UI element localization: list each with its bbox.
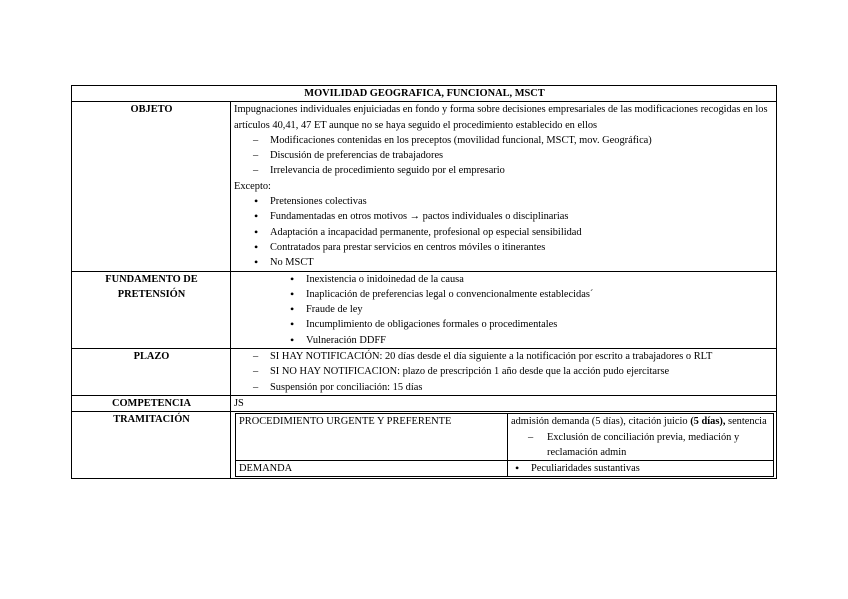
plazo-label: PLAZO xyxy=(72,349,231,396)
list-item: • Fundamentadas en otros motivos → pactos individuales o disciplinarias xyxy=(234,209,774,224)
objeto-content xyxy=(231,102,777,271)
procedimiento-text-bold: (5 días), xyxy=(690,416,726,428)
list-item: • Inexistencia o inidoinedad de la causa xyxy=(234,272,774,287)
list-item: • Vulneración DDFF xyxy=(234,333,774,348)
list-item: • Peculiaridades sustantivas xyxy=(511,461,770,476)
procedimiento-text-b: sentencia xyxy=(725,416,767,428)
list-item: – Irrelevancia de procedimiento seguido por el empresario xyxy=(234,163,774,178)
list-item: – SI HAY NOTIFICACIÓN: 20 días desde el día siguiente a la notificación por escrito a trabajadores o RLT xyxy=(234,349,774,364)
procedimiento-list xyxy=(511,430,770,461)
tramitacion-content xyxy=(231,412,777,479)
tramitacion-table xyxy=(235,413,774,477)
procedimiento-detail xyxy=(508,414,774,461)
demanda-list xyxy=(511,461,770,476)
demanda-label: DEMANDA xyxy=(236,461,508,477)
list-item: – Exclusión de conciliación previa, mediación y reclamación admin xyxy=(511,430,770,461)
fundamento-content xyxy=(231,271,777,348)
document-table xyxy=(71,85,777,479)
except-label: Excepto: xyxy=(234,180,271,192)
fundamento-list xyxy=(234,272,774,348)
demanda-detail xyxy=(508,461,774,477)
list-item: • Fraude de ley xyxy=(234,302,774,317)
tramitacion-label: TRAMITACIÓN xyxy=(72,412,231,479)
table-title: MOVILIDAD GEOGRAFICA, FUNCIONAL, MSCT xyxy=(72,86,777,102)
fundamento-label: FUNDAMENTO DE PRETENSIÓN xyxy=(72,271,231,348)
procedimiento-label: PROCEDIMIENTO URGENTE Y PREFERENTE xyxy=(236,414,508,461)
plazo-content xyxy=(231,349,777,396)
plazo-list xyxy=(234,349,774,395)
list-item: • Pretensiones colectivas xyxy=(234,194,774,209)
list-item: – SI NO HAY NOTIFICACION: plazo de prescripción 1 año desde que la acción pudo ejercitarse xyxy=(234,364,774,379)
list-item: • No MSCT xyxy=(234,255,774,270)
list-item: • Contratados para prestar servicios en centros móviles o itinerantes xyxy=(234,240,774,255)
objeto-label: OBJETO xyxy=(72,102,231,271)
procedimiento-text-a: admisión demanda (5 días), citación juicio xyxy=(511,416,691,428)
list-item: – Modificaciones contenidas en los preceptos (movilidad funcional, MSCT, mov. Geográfica) xyxy=(234,133,774,148)
list-item: – Discusión de preferencias de trabajadores xyxy=(234,148,774,163)
list-item: • Adaptación a incapacidad permanente, profesional op especial sensibilidad xyxy=(234,225,774,240)
list-item: • Inaplicación de preferencias legal o convencionalmente establecidas´ xyxy=(234,287,774,302)
list-item: – Suspensión por conciliación: 15 días xyxy=(234,380,774,395)
competencia-label: COMPETENCIA xyxy=(72,395,231,411)
list-item: • Incumplimiento de obligaciones formales o procedimentales xyxy=(234,317,774,332)
competencia-value: JS xyxy=(231,395,777,411)
except-list xyxy=(234,194,774,270)
objeto-dash-list xyxy=(234,133,774,179)
objeto-intro: Impugnaciones individuales enjuiciadas en fondo y forma sobre decisiones empresariales de las modificaciones recogidas en los artículos 40,41, 47 ET aunque no se haya seguido el procedimiento establecido en ellos xyxy=(234,104,768,131)
